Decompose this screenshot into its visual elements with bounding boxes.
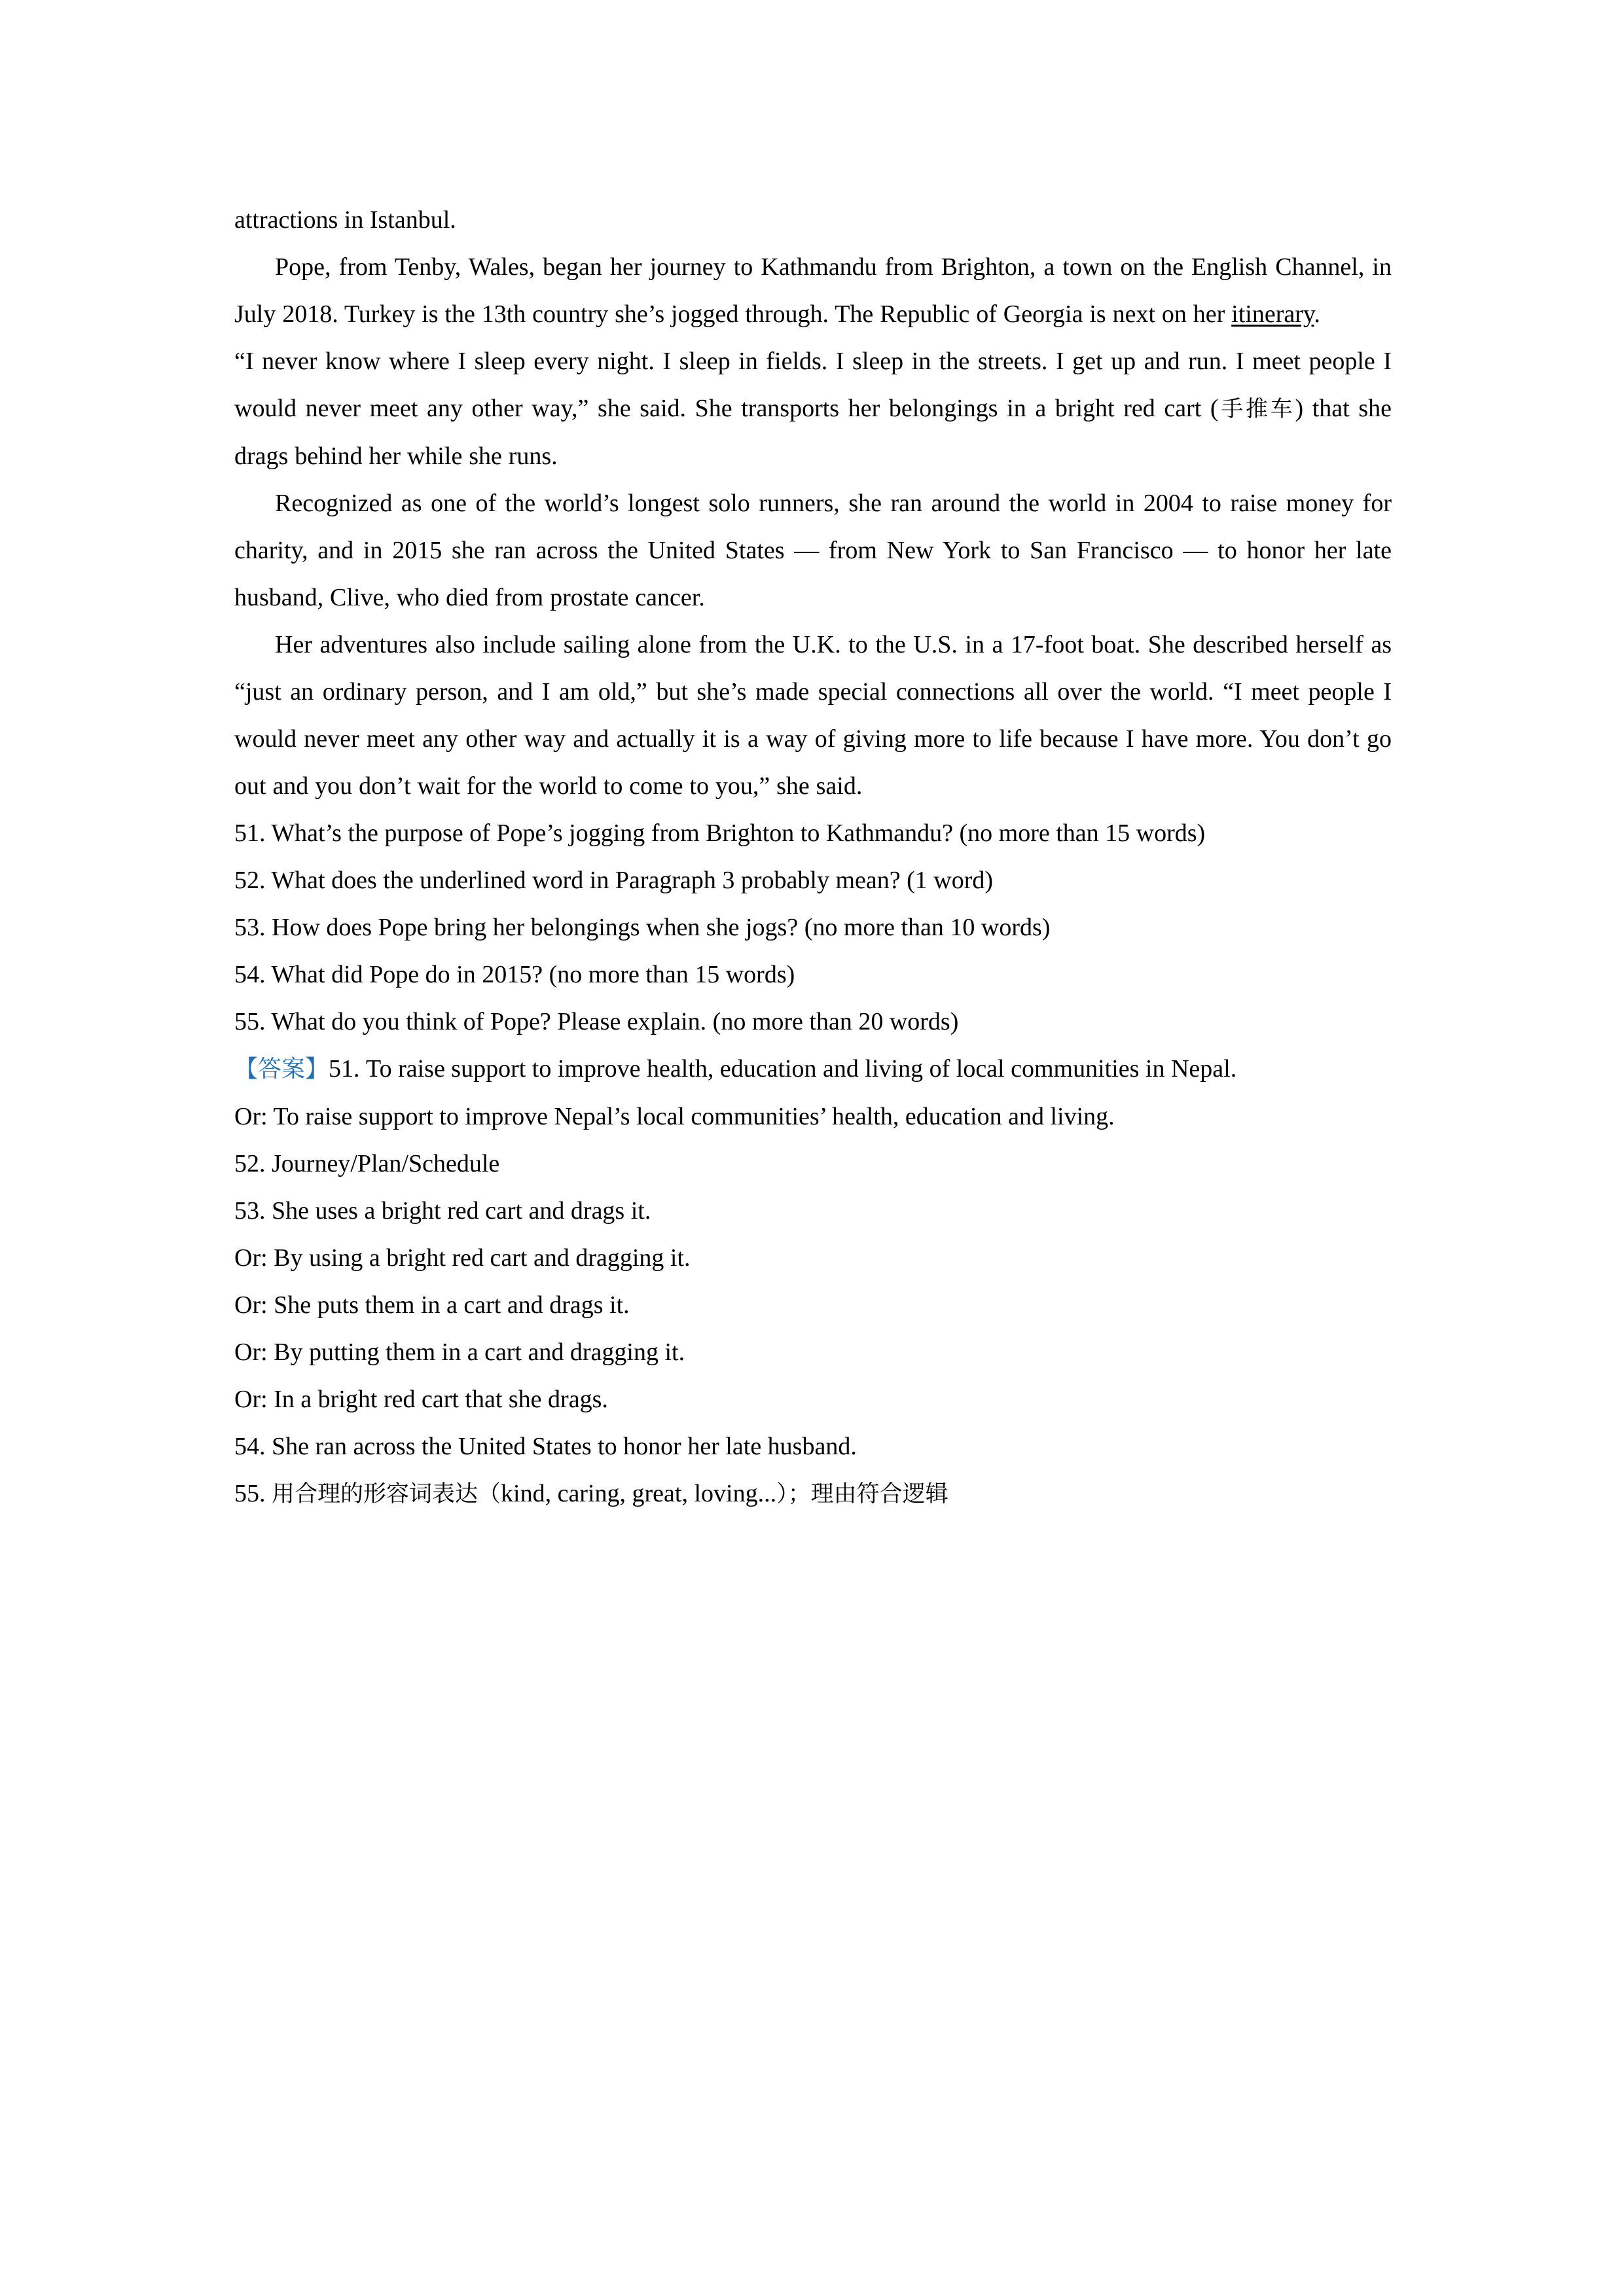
answer-54: 54. She ran across the United States to honor her late husband. xyxy=(234,1433,857,1460)
answer-53-alternative-4: Or: In a bright red cart that she drags. xyxy=(234,1386,608,1413)
answer-53: 53. She uses a bright red cart and drags it. xyxy=(234,1197,651,1225)
answer-53-alternative-3: Or: By putting them in a cart and dragging it. xyxy=(234,1338,685,1366)
document-content-column xyxy=(234,196,1392,1518)
paragraph-recognized: Recognized as one of the world’s longest solo runners, she ran around the world in 2004 to raise money for charity, and in 2015 she ran across the United States — from New York to San Francisco — to honor her late husband, Clive, who died from prostate cancer. xyxy=(234,490,1392,611)
question-54: 54. What did Pope do in 2015? (no more than 15 words) xyxy=(234,961,795,988)
paragraph-pope-journey xyxy=(234,243,1392,338)
carryover-line: attractions in Istanbul. xyxy=(234,206,456,234)
question-52: 52. What does the underlined word in Paragraph 3 probably mean? (1 word) xyxy=(234,867,994,894)
answer-55 xyxy=(234,1470,1392,1518)
paragraph-text-tail: . xyxy=(1314,300,1320,328)
paragraph-text-tail: ) that she drags behind her while she runs. xyxy=(234,395,1392,470)
paragraph-quote-sleep xyxy=(234,338,1392,480)
answer-55-latin-adjectives: kind, caring, great, loving... xyxy=(501,1480,777,1507)
question-53: 53. How does Pope bring her belongings when she jogs? (no more than 10 words) xyxy=(234,914,1051,941)
answer-52: 52. Journey/Plan/Schedule xyxy=(234,1150,500,1177)
answer-53-alternative-2: Or: She puts them in a cart and drags it. xyxy=(234,1291,630,1319)
cjk-gloss-handcart: 手推车 xyxy=(1218,396,1295,422)
answer-55-number: 55. xyxy=(234,1480,266,1507)
paragraph-text: “I never know where I sleep every night. I sleep in fields. I sleep in the streets. I get up and run. I meet people I would never meet any other way,” she said. She transports her belongings in a bright red cart ( xyxy=(234,348,1392,422)
question-55: 55. What do you think of Pope? Please explain. (no more than 20 words) xyxy=(234,1008,959,1035)
answer-53-alternative-1: Or: By using a bright red cart and dragging it. xyxy=(234,1244,691,1272)
answer-key-first-line xyxy=(234,1045,1392,1093)
answer-51-alternative: Or: To raise support to improve Nepal’s local communities’ health, education and living. xyxy=(234,1103,1115,1130)
paragraph-adventures: Her adventures also include sailing alone from the U.K. to the U.S. in a 17-foot boat. She described herself as “just an ordinary person, and I am old,” but she’s made special connections all over the world. “I meet people I would never meet any other way and actually it is a way of giving more to life because I have more. You don’t go out and you don’t wait for the world to come to you,” she said. xyxy=(234,631,1392,800)
answer-51-text: 51. To raise support to improve health, education and living of local communities in Nepal. xyxy=(329,1055,1237,1083)
answer-55-cjk-lead: 用合理的形容词表达（ xyxy=(272,1481,501,1507)
answer-key-tag: 【答案】 xyxy=(234,1056,329,1083)
underlined-word-itinerary: itinerary xyxy=(1231,300,1314,328)
paragraph-text: Pope, from Tenby, Wales, began her journey to Kathmandu from Brighton, a town on the English Channel, in July 2018. Turkey is the 13th country she’s jogged through. The Republic of Georgia is next on her xyxy=(234,253,1392,328)
answer-55-cjk-tail: ）；理由符合逻辑 xyxy=(776,1481,948,1507)
question-51: 51. What’s the purpose of Pope’s jogging from Brighton to Kathmandu? (no more than 15 words) xyxy=(234,819,1206,847)
